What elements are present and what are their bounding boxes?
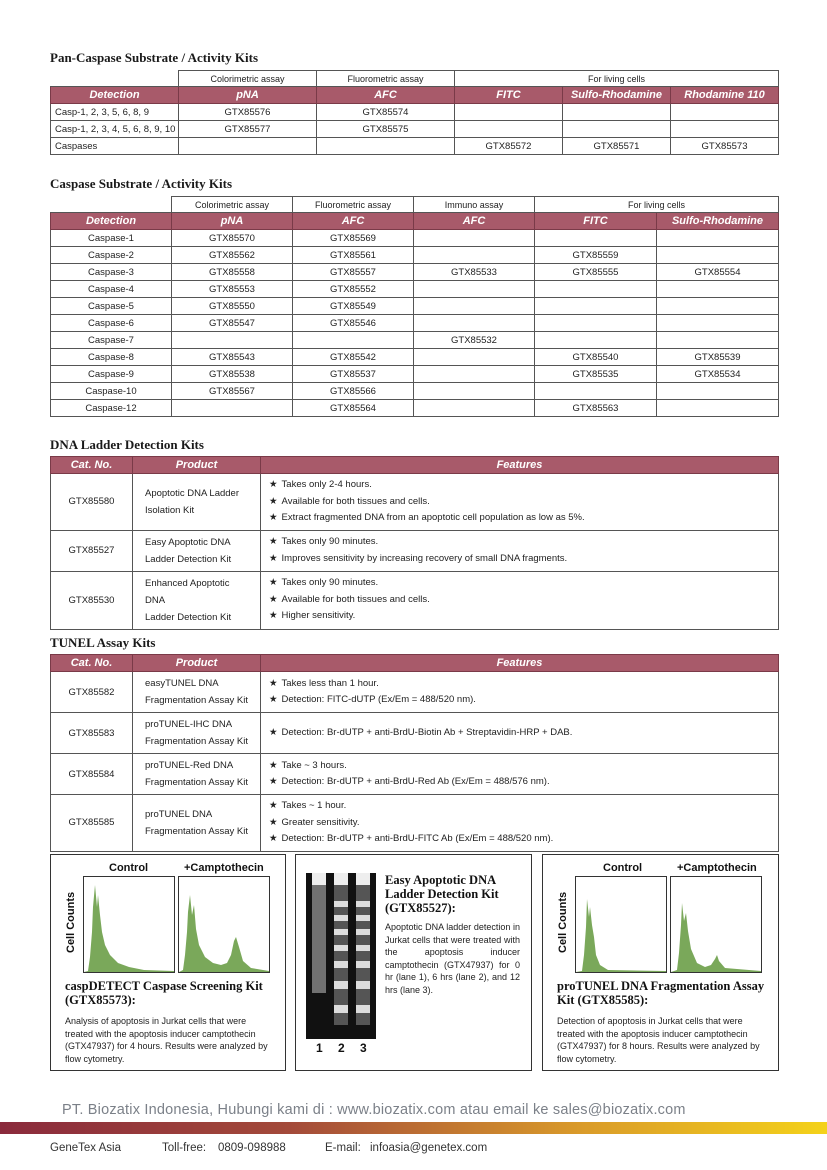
column-header: AFC [293, 213, 414, 230]
table-row: Caspases GTX85572 GTX85571 GTX85573 [51, 138, 779, 155]
product-name [133, 713, 261, 754]
catalog-cell: GTX85540 [535, 349, 657, 366]
table-row [51, 400, 779, 417]
column-header: FITC [455, 87, 563, 104]
catalog-number: GTX85580 [51, 474, 133, 531]
group-label: Immuno assay [414, 197, 535, 213]
footer-email-label: E-mail: [325, 1142, 361, 1154]
feature-text: Takes only 90 minutes. [281, 536, 379, 547]
catalog-cell: GTX85567 [172, 383, 293, 400]
star-icon: ★ [269, 536, 278, 547]
product-name-line: Ladder Detection Kit [145, 553, 232, 565]
feature-item [269, 676, 770, 693]
panel-caption: Analysis of apoptosis in Jurkat cells that were treated with the apoptosis inducer camptothecin (GTX47937) for 4 hours. Results were analyzed by flow cytometry. [65, 1016, 268, 1064]
catalog-cell [172, 332, 293, 349]
table-row [51, 298, 779, 315]
feature-text: Takes ~ 1 hour. [281, 800, 347, 811]
catalog-cell: GTX85550 [172, 298, 293, 315]
features [261, 795, 779, 852]
product-name-line: Apoptotic DNA Ladder [145, 487, 240, 499]
column-header: Features [261, 655, 779, 672]
catalog-cell [657, 383, 779, 400]
catalog-number: GTX85582 [51, 672, 133, 713]
catalog-cell: GTX85561 [293, 247, 414, 264]
panel-caption: Apoptotic DNA ladder detection in Jurkat cells that were treated with the apoptosis inducer camptothecin (GTX47937) for 0 hr (lane 1), 6 hrs (lane 2), and 12 hrs (lane 3). [385, 922, 520, 995]
product-name-line: Ladder Detection Kit [145, 611, 232, 623]
dna-ladder-table [50, 456, 779, 630]
features [261, 530, 779, 571]
column-header: pNA [179, 87, 317, 104]
section-title-pan-caspase: Pan-Caspase Substrate / Activity Kits [50, 50, 258, 65]
table-row [51, 247, 779, 264]
footer-tollfree-label: Toll-free: [162, 1142, 207, 1154]
column-header: FITC [535, 213, 657, 230]
histogram-label-treated: +Camptothecin [677, 862, 757, 874]
row-label: Caspase-8 [51, 349, 172, 366]
table-row [51, 230, 779, 247]
table-row [51, 713, 779, 754]
features [261, 713, 779, 754]
figure-panel-caspdetect [50, 854, 286, 1071]
distributor-notice: PT. Biozatix Indonesia, Hubungi kami di : www.biozatix.com atau email ke sales@biozatix.com [62, 1102, 686, 1118]
product-name [133, 754, 261, 795]
feature-text: Available for both tissues and cells. [281, 593, 430, 605]
star-icon: ★ [269, 577, 278, 589]
catalog-cell [535, 298, 657, 315]
star-icon: ★ [269, 495, 278, 507]
product-name [133, 795, 261, 852]
catalog-cell: GTX85552 [293, 281, 414, 298]
feature-item [269, 774, 770, 791]
product-name-line: easyTUNEL DNA [145, 678, 219, 689]
histogram-control [83, 876, 175, 973]
star-icon: ★ [269, 552, 278, 564]
pan-caspase-table [50, 70, 779, 155]
table-row [51, 366, 779, 383]
table-row [51, 281, 779, 298]
feature-text: Improves sensitivity by increasing recovery of small DNA fragments. [281, 552, 568, 564]
group-label: Fluorometric assay [293, 197, 414, 213]
catalog-cell [414, 298, 535, 315]
feature-text: Detection: Br-dUTP + anti-BrdU-Red Ab (Ex/Em = 488/576 nm). [281, 776, 550, 787]
column-header: AFC [317, 87, 455, 104]
panel-title: Easy Apoptotic DNA Ladder Detection Kit (GTX85527): [385, 873, 499, 915]
row-label: Caspase-4 [51, 281, 172, 298]
row-label: Caspase-5 [51, 298, 172, 315]
lane-label: 2 [338, 1041, 345, 1055]
catalog-cell [414, 247, 535, 264]
product-name [133, 530, 261, 571]
star-icon: ★ [269, 610, 278, 622]
row-label: Caspase-2 [51, 247, 172, 264]
catalog-cell: GTX85532 [414, 332, 535, 349]
section-title-tunel: TUNEL Assay Kits [50, 635, 156, 650]
catalog-cell [535, 281, 657, 298]
table-row: Casp-1, 2, 3, 5, 6, 8, 9 GTX85576 GTX85574 [51, 104, 779, 121]
tunel-table [50, 654, 779, 852]
catalog-cell: GTX85566 [293, 383, 414, 400]
star-icon: ★ [269, 776, 278, 787]
catalog-cell [414, 400, 535, 417]
catalog-cell: GTX85554 [657, 264, 779, 281]
catalog-cell [657, 400, 779, 417]
table-row [51, 672, 779, 713]
column-header: Sulfo-Rhodamine [563, 87, 671, 104]
catalog-cell [535, 230, 657, 247]
histogram-label-treated: +Camptothecin [184, 862, 264, 874]
table-row: Casp-1, 2, 3, 4, 5, 6, 8, 9, 10 GTX85577 GTX85575 [51, 121, 779, 138]
footer-color-bar [0, 1122, 827, 1134]
features [261, 571, 779, 629]
feature-text: Takes only 90 minutes. [281, 577, 379, 589]
feature-text: Take ~ 3 hours. [281, 759, 347, 771]
figure-panel-dna-ladder [295, 854, 532, 1071]
y-axis-label: Cell Counts [65, 891, 77, 953]
row-label: Caspase-9 [51, 366, 172, 383]
catalog-cell [414, 315, 535, 332]
histogram-label-control: Control [603, 862, 643, 874]
feature-item [269, 510, 770, 527]
catalog-cell: GTX85563 [535, 400, 657, 417]
y-axis-label: Cell Counts [557, 891, 569, 953]
catalog-cell [657, 281, 779, 298]
group-label: For living cells [455, 71, 779, 87]
feature-text: Available for both tissues and cells. [281, 495, 430, 507]
product-name [133, 474, 261, 531]
star-icon: ★ [269, 816, 278, 828]
catalog-number: GTX85585 [51, 795, 133, 852]
row-label: Caspase-10 [51, 383, 172, 400]
star-icon: ★ [269, 512, 278, 523]
feature-item [269, 692, 770, 709]
catalog-cell: GTX85557 [293, 264, 414, 281]
catalog-cell: GTX85546 [293, 315, 414, 332]
star-icon: ★ [269, 726, 278, 738]
catalog-cell: GTX85569 [293, 230, 414, 247]
catalog-cell [414, 349, 535, 366]
table-row [51, 315, 779, 332]
feature-text: Extract fragmented DNA from an apoptotic cell population as low as 5%. [281, 512, 585, 523]
catalog-cell [414, 281, 535, 298]
group-label: Colorimetric assay [179, 71, 317, 87]
column-header: Cat. No. [51, 655, 133, 672]
histogram-label-control: Control [109, 862, 149, 874]
star-icon: ★ [269, 759, 278, 771]
catalog-cell: GTX85539 [657, 349, 779, 366]
group-label: Fluorometric assay [317, 71, 455, 87]
catalog-cell: GTX85543 [172, 349, 293, 366]
table-row [51, 474, 779, 531]
catalog-cell: GTX85533 [414, 264, 535, 281]
star-icon: ★ [269, 800, 278, 811]
catalog-number: GTX85583 [51, 713, 133, 754]
star-icon: ★ [269, 593, 278, 605]
catalog-cell: GTX85537 [293, 366, 414, 383]
column-header: pNA [172, 213, 293, 230]
feature-item [269, 831, 770, 848]
star-icon: ★ [269, 833, 278, 844]
catalog-cell: GTX85538 [172, 366, 293, 383]
footer-tollfree-number: 0809-098988 [218, 1142, 286, 1154]
feature-item [269, 494, 770, 511]
catalog-cell [535, 332, 657, 349]
product-name-line: proTUNEL-IHC DNA [145, 719, 233, 730]
catalog-cell [535, 383, 657, 400]
feature-item [269, 551, 770, 568]
column-header: Cat. No. [51, 457, 133, 474]
row-label: Caspase-7 [51, 332, 172, 349]
catalog-cell [657, 298, 779, 315]
catalog-cell: GTX85559 [535, 247, 657, 264]
lane-label: 3 [360, 1041, 367, 1055]
row-label: Caspase-6 [51, 315, 172, 332]
column-header: Product [133, 655, 261, 672]
catalog-cell [657, 332, 779, 349]
catalog-cell: GTX85558 [172, 264, 293, 281]
footer-company: GeneTex Asia [50, 1142, 121, 1154]
star-icon: ★ [269, 479, 278, 490]
panel-caption: Detection of apoptosis in Jurkat cells that were treated with the apoptosis inducer camptothecin (GTX47937) for 8 hours. Results were analyzed by flow cytometry. [557, 1016, 760, 1064]
catalog-cell: GTX85553 [172, 281, 293, 298]
catalog-cell: GTX85542 [293, 349, 414, 366]
row-label: Caspase-1 [51, 230, 172, 247]
table-row [51, 332, 779, 349]
feature-item [269, 815, 770, 832]
figure-panel-protunel [542, 854, 779, 1071]
catalog-cell [657, 230, 779, 247]
feature-text: Greater sensitivity. [281, 816, 360, 828]
product-name-line: Isolation Kit [145, 504, 195, 516]
histogram-treated [178, 876, 270, 973]
product-name [133, 672, 261, 713]
catalog-cell [414, 383, 535, 400]
star-icon: ★ [269, 694, 278, 705]
catalog-number: GTX85527 [51, 530, 133, 571]
feature-text: Takes only 2-4 hours. [281, 479, 372, 490]
catalog-cell [172, 400, 293, 417]
catalog-cell [657, 315, 779, 332]
product-name-line: Fragmentation Assay Kit [145, 695, 248, 706]
gel-image [306, 873, 376, 1039]
feature-item [269, 608, 770, 625]
catalog-cell: GTX85564 [293, 400, 414, 417]
feature-item [269, 758, 770, 775]
section-title-dna-ladder: DNA Ladder Detection Kits [50, 437, 204, 452]
lane-label: 1 [316, 1041, 323, 1055]
catalog-cell [293, 332, 414, 349]
feature-item [269, 592, 770, 609]
panel-title: caspDETECT Caspase Screening Kit (GTX85573): [65, 979, 263, 1007]
catalog-cell [535, 315, 657, 332]
catalog-cell: GTX85547 [172, 315, 293, 332]
features [261, 474, 779, 531]
feature-text: Detection: Br-dUTP + anti-BrdU-FITC Ab (Ex/Em = 488/520 nm). [281, 833, 554, 844]
table-row [51, 795, 779, 852]
catalog-cell: GTX85562 [172, 247, 293, 264]
group-label: For living cells [535, 197, 779, 213]
table-row [51, 754, 779, 795]
feature-item [269, 477, 770, 494]
product-name-line: Fragmentation Assay Kit [145, 825, 248, 837]
catalog-cell: GTX85535 [535, 366, 657, 383]
column-header: Detection [51, 87, 179, 104]
caspase-table [50, 196, 779, 417]
feature-text: Detection: FITC-dUTP (Ex/Em = 488/520 nm). [281, 694, 476, 705]
feature-text: Takes less than 1 hour. [281, 677, 379, 689]
product-name-line: Fragmentation Assay Kit [145, 736, 248, 747]
product-name-line: Enhanced Apoptotic DNA [145, 577, 230, 606]
table-row [51, 383, 779, 400]
features [261, 754, 779, 795]
feature-item [269, 575, 770, 592]
catalog-number: GTX85530 [51, 571, 133, 629]
catalog-number: GTX85584 [51, 754, 133, 795]
table-row [51, 530, 779, 571]
features [261, 672, 779, 713]
catalog-cell [657, 247, 779, 264]
column-header: Product [133, 457, 261, 474]
feature-item [269, 798, 770, 815]
catalog-cell: GTX85534 [657, 366, 779, 383]
star-icon: ★ [269, 677, 278, 689]
column-header: AFC [414, 213, 535, 230]
footer-email: infoasia@genetex.com [370, 1142, 488, 1154]
product-name [133, 571, 261, 629]
column-header: Rhodamine 110 [671, 87, 779, 104]
section-title-caspase: Caspase Substrate / Activity Kits [50, 176, 232, 191]
product-name-line: proTUNEL DNA [145, 808, 213, 820]
catalog-cell: GTX85555 [535, 264, 657, 281]
product-name-line: proTUNEL-Red DNA [145, 760, 234, 771]
table-row [51, 264, 779, 281]
catalog-cell: GTX85549 [293, 298, 414, 315]
column-header: Sulfo-Rhodamine [657, 213, 779, 230]
column-header: Features [261, 457, 779, 474]
column-header: Detection [51, 213, 172, 230]
catalog-cell [414, 366, 535, 383]
table-row [51, 349, 779, 366]
product-name-line: Easy Apoptotic DNA [145, 536, 231, 548]
feature-text: Detection: Br-dUTP + anti-BrdU-Biotin Ab + Streptavidin-HRP + DAB. [281, 726, 573, 738]
histogram-treated [670, 876, 762, 973]
row-label: Caspase-12 [51, 400, 172, 417]
feature-item [269, 725, 770, 742]
table-row [51, 571, 779, 629]
group-label: Colorimetric assay [172, 197, 293, 213]
catalog-cell: GTX85570 [172, 230, 293, 247]
product-name-line: Fragmentation Assay Kit [145, 777, 248, 788]
row-label: Caspase-3 [51, 264, 172, 281]
feature-item [269, 534, 770, 551]
feature-text: Higher sensitivity. [281, 610, 356, 622]
catalog-cell [414, 230, 535, 247]
histogram-control [575, 876, 667, 973]
panel-title: proTUNEL DNA Fragmentation Assay Kit (GTX85585): [557, 979, 765, 1007]
